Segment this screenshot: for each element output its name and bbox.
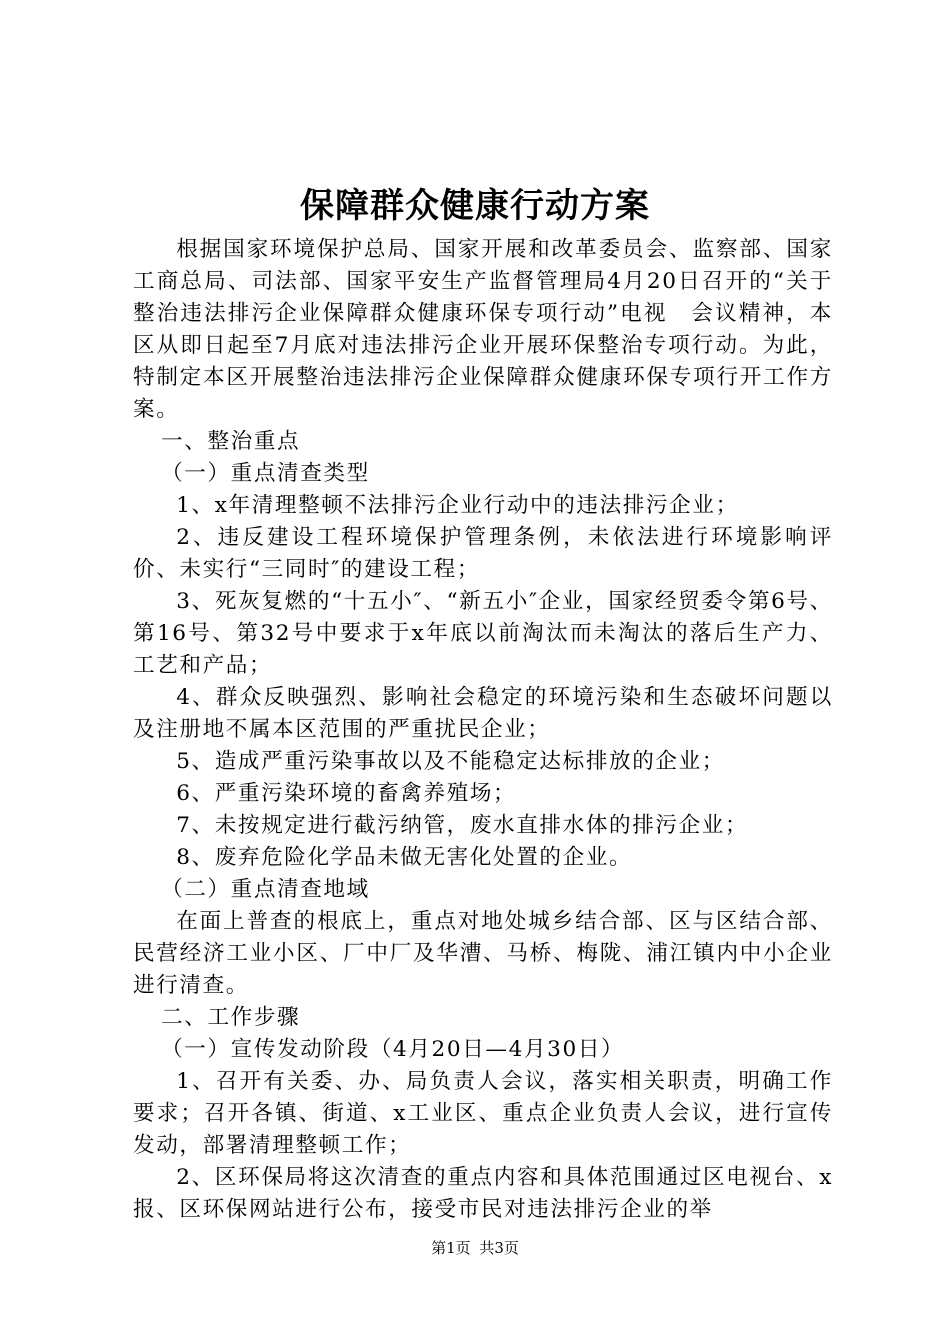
list-item-8: 8、废弃危险化学品未做无害化处置的企业。 [176, 845, 633, 870]
subsection-heading-1-1: （一）重点清查类型 [161, 461, 370, 486]
list-item-6: 6、严重污染环境的畜禽养殖场； [176, 781, 517, 806]
paragraph-region: 在面上普查的根底上，重点对地处城乡结合部、区与区结合部、民营经济工业小区、厂中厂及华漕、马桥、梅陇、浦江镇内中小企业进行清查。 [133, 909, 833, 998]
list-item-1: 1、x年清理整顿不法排污企业行动中的违法排污企业； [176, 493, 739, 518]
step-item-1: 1、召开有关委、办、局负责人会议，落实相关职责，明确工作要求；召开各镇、街道、x工业区、重点企业负责人会议，进行宣传发动，部署清理整顿工作； [133, 1069, 833, 1158]
list-item-3: 3、死灰复燃的“十五小″、“新五小″企业，国家经贸委令第6号、第16号、第32号中要求于x年底以前淘汰而未淘汰的落后生产力、工艺和产品； [133, 589, 833, 678]
page-number: 第1页 [431, 1239, 471, 1257]
subsection-heading-2-1: （一）宣传发动阶段（4月20日—4月30日） [161, 1037, 625, 1062]
paragraph-intro: 根据国家环境保护总局、国家开展和改革委员会、监察部、国家工商总局、司法部、国家平安生产监督管理局4月20日召开的“关于整治违法排污企业保障群众健康环保专项行动”电视 会议精神，本区从即日起至7月底对违法排污企业开展环保整治专项行动。为此，特制定本区开展整治违法排污企业保障群众健康环保专项行开工作方案。 [133, 237, 833, 422]
list-item-5: 5、造成严重污染事故以及不能稳定达标排放的企业； [176, 749, 725, 774]
list-item-2: 2、违反建设工程环境保护管理条例，未依法进行环境影响评价、未实行“三同时″的建设工程； [133, 525, 833, 582]
step-item-2: 2、区环保局将这次清查的重点内容和具体范围通过区电视台、x报、区环保网站进行公布，接受市民对违法排污企业的举 [133, 1165, 833, 1222]
document-title: 保障群众健康行动方案 [300, 186, 650, 226]
list-item-4: 4、群众反映强烈、影响社会稳定的环境污染和生态破坏问题以及注册地不属本区范围的严重扰民企业； [133, 685, 833, 742]
list-item-7: 7、未按规定进行截污纳管，废水直排水体的排污企业； [176, 813, 749, 838]
section-heading-1: 一、整治重点 [161, 429, 301, 454]
section-heading-2: 二、工作步骤 [161, 1005, 301, 1030]
document-body [133, 234, 833, 1226]
page-total: 共3页 [479, 1239, 519, 1257]
subsection-heading-1-2: （二）重点清查地域 [161, 877, 370, 902]
page-footer [0, 1238, 950, 1258]
